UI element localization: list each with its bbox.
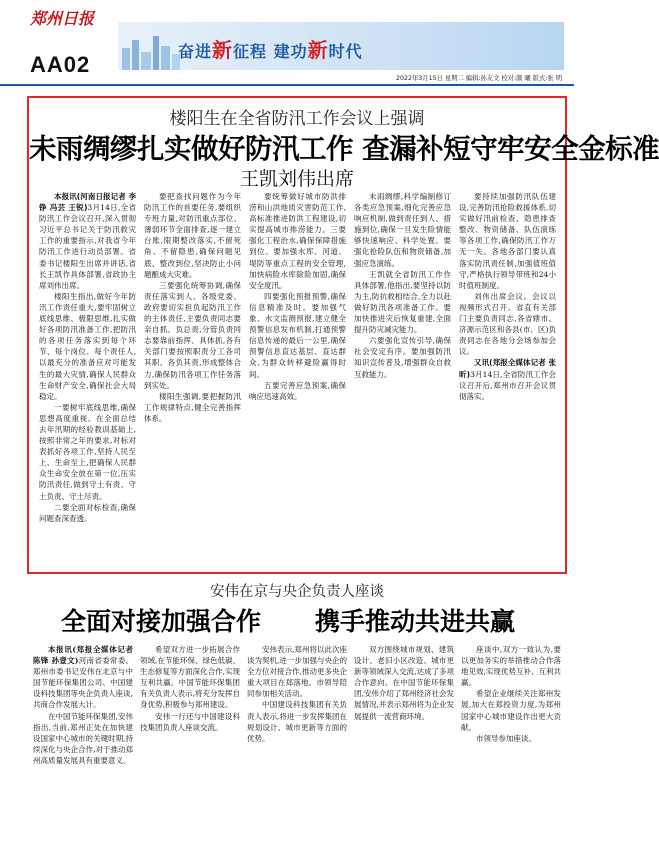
second-story-column [247,644,347,844]
article-paragraph: 中国建设科技集团有关负责人表示,将进一步发挥集团在规划设计、城市更新等方面的优势。 [247,700,347,743]
lead-story-kicker: 楼阳生在全省防汛工作会议上强调 [169,109,425,129]
second-story-column [33,644,133,844]
slogan-highlight-2: 新 [307,38,329,62]
masthead-rule [0,84,574,86]
slogan-part-1: 奋进 [178,42,213,61]
lead-story-column [459,191,556,566]
second-story-column [354,644,454,844]
article-paragraph: 刘伟出席会议。会议以视频形式召开。省直有关部门主要负责同志,各省辖市、济源示范区和各县(市、区)负责同志在各地分会场参加会议。 [459,291,556,357]
article-paragraph: 希望双方进一步拓展合作领域,在节能环保、绿色低碳、生态修复等方面深化合作,实现互利共赢。中国节能环保集团有关负责人表示,将充分发挥自身优势,积极参与郑州建设。 [140,645,240,710]
article-paragraph: 四要强化预报预警,确保信息精准及时。要加强气象、水文监测预报,建立健全预警信息发布机制,打通预警信息传递的最后一公里,确保预警信息直达基层、直达群众,为群众转移避险赢得时间。 [249,291,346,379]
article-paragraph: 市领导参加座谈。 [476,733,536,743]
second-story-column [140,644,240,844]
article-paragraph: 二要全面对标检查,确保问题查深查透。 [39,502,136,523]
article-paragraph: 五要完善应急预案,确保响应迅速高效。 [249,380,346,401]
second-story-columns [33,644,561,844]
article-paragraph: 楼阳生强调,要把握防汛工作规律特点,健全完善指挥体系。 [144,391,241,423]
slogan-part-3: 时代 [328,42,363,61]
article-paragraph: 双方围绕城市规划、建筑设计、老旧小区改造、城市更新等领域深入交流,达成了多项合作意向。在中国节能环保集团,安伟介绍了郑州经济社会发展情况,并表示郑州将为企业发展提供一流营商环境。 [354,645,454,721]
dateline: 又讯(郑报全媒体记者 张昕) [459,358,556,379]
lead-story-column [144,191,241,566]
article-paragraph: 本报讯(郑报全媒体记者 陈锋 孙壹文)河南省委常委、郑州市委书记安伟在北京与中国节能环保集团公司、中国建设科技集团等央企负责人座谈,共商合作发展大计。 [33,645,133,710]
article-paragraph: 未雨绸缪,科学编制修订各类应急预案,细化完善应急响应机制,做到责任到人、措施到位,确保一旦发生险情能够快速响应、科学处置。要强化抢险队伍和物资储备,加强应急演练。 [354,192,451,268]
article-paragraph: 要持续加强防汛队伍建设,完善防汛抢险救援体系,切实做好汛前检查、隐患排查整改、物资储备、队伍演练等各项工作,确保防汛工作万无一失。各地各部门要认真落实防汛责任制,加强值班值守,严格执行领导带班和24小时值班制度。 [459,192,556,290]
article-paragraph: 又讯(郑报全媒体记者 张昕)3月14日,全省防汛工作会议召开后,郑州市召开会议贯彻落实。 [459,358,556,401]
publication-info: 2022年3月15日 星期二 编辑:孙友文 校对:颜 曦 版式:张 明 [395,75,562,82]
article-paragraph: 要把查找问题作为今年防汛工作的首要任务,要组织专班力量,对防汛重点部位、薄弱环节全面排查,逐一建立台账,限期整改落实,不留死角、不留隐患,确保问题见底、整改到位,坚决防止小问题酿成大灾难。 [144,192,241,279]
lead-story-frame [27,96,659,574]
lead-story-headline: 未雨绸缪扎实做好防汛工作 查漏补短守牢安全金标准 [29,133,659,165]
article-paragraph: 座谈中,双方一致认为,要以更加务实的举措推动合作落地见效,实现优势互补、互利共赢。 [461,645,561,688]
article-paragraph: 王凯就全省防汛工作作具体部署,他指出,要坚持以防为主,防抗救相结合,全力以赴做好防汛各项准备工作。要加快推进灾后恢复重建,全面提升防灾减灾能力。 [354,269,451,335]
newspaper-logo: 郑州日报 [30,9,95,28]
lead-story-column [39,191,136,566]
page-number: AA02 [30,52,91,77]
lead-story-subhead: 王凯刘伟出席 [239,168,354,190]
lead-story-column [354,191,451,566]
dateline: 本报讯(郑报全媒体记者 陈锋 孙壹文) [33,645,133,666]
article-paragraph: 希望企业继续关注郑州发展,加大在郑投资力度,为郑州国家中心城市建设作出更大贡献。 [461,689,561,732]
lead-story-columns [39,191,557,566]
slogan-banner [118,22,564,70]
article-paragraph: 安伟一行还与中国建设科技集团负责人座谈交流。 [140,711,240,732]
article-paragraph: 一要树牢底线思维,确保思想高度重视。在全面总结去年汛期的经验教训基础上,按照非常之年的要求,对标对表抓好各项工作,坚持人民至上、生命至上,把确保人民群众生命安全放在第一位,压实防汛责任,做到守土有责、守土负责、守土尽责。 [39,402,136,501]
second-story-kicker: 安伟在京与央企负责人座谈 [210,584,384,600]
article-paragraph: 楼阳生指出,做好今年防汛工作责任重大,要牢固树立底线思维、极限思维,扎实做好各项防汛准备工作,把防汛的各项任务落实到每个环节、每个岗位、每个责任人,以最充分的准备应对可能发生的最大灾情,确保人民群众生命财产安全,确保社会大局稳定。 [39,291,136,401]
second-story-headline-right: 携手推动共进共赢 [315,607,516,636]
slogan-highlight-1: 新 [212,38,234,62]
dateline: 本报讯(河南日报记者 李铮 冯芸 王锐) [39,192,136,213]
second-story-headline-left: 全面对接加强合作 [61,607,262,636]
second-story [27,580,567,844]
article-paragraph: 安伟表示,郑州将以此次座谈为契机,进一步加强与央企的全方位对接合作,推动更多央企重大项目在郑落地。市领导陪同参加相关活动。 [247,645,347,699]
article-paragraph: 本报讯(河南日报记者 李铮 冯芸 王锐)3月14日,全省防汛工作会议召开,深入贯彻习近平总书记关于防汛救灾工作的重要指示,对我省今年防汛工作进行动员部署。省委书记楼阳生出席并讲话,省长王凯作具体部署,省政协主席刘伟出席。 [39,192,137,290]
lead-story-column [249,191,346,566]
article-paragraph: 三要强化统筹协调,确保责任落实到人。各级党委、政府要切实担负起防汛工作的主体责任,主要负责同志要亲自抓、负总责,分管负责同志要靠前指挥、具体抓,各有关部门要按照职责分工各司其职、各负其责,形成整体合力,确保防汛各项工作任务落到实处。 [144,280,241,390]
article-paragraph: 要统筹做好城市防洪排涝和山洪地质灾害防范工作,高标准推进防洪工程建设,切实提高城市排涝能力。三要强化工程治水,确保保障措施到位。要加强水库、河道、堤防等重点工程的安全管理,加快病险水库除险加固,确保安全度汛。 [249,192,346,290]
slogan-text [178,34,363,63]
masthead [0,0,574,92]
second-story-column [461,644,561,844]
article-paragraph: 在中国节能环保集团,安伟指出,当前,郑州正处在加快建设国家中心城市的关键时期,持续深化与央企合作,对于推动郑州高质量发展具有重要意义。 [33,711,133,765]
slogan-part-2: 征程 建功 [233,42,308,61]
article-paragraph: 六要强化宣传引导,确保社会安定有序。要加强防汛知识宣传普及,增强群众自救互救能力。 [354,336,451,379]
